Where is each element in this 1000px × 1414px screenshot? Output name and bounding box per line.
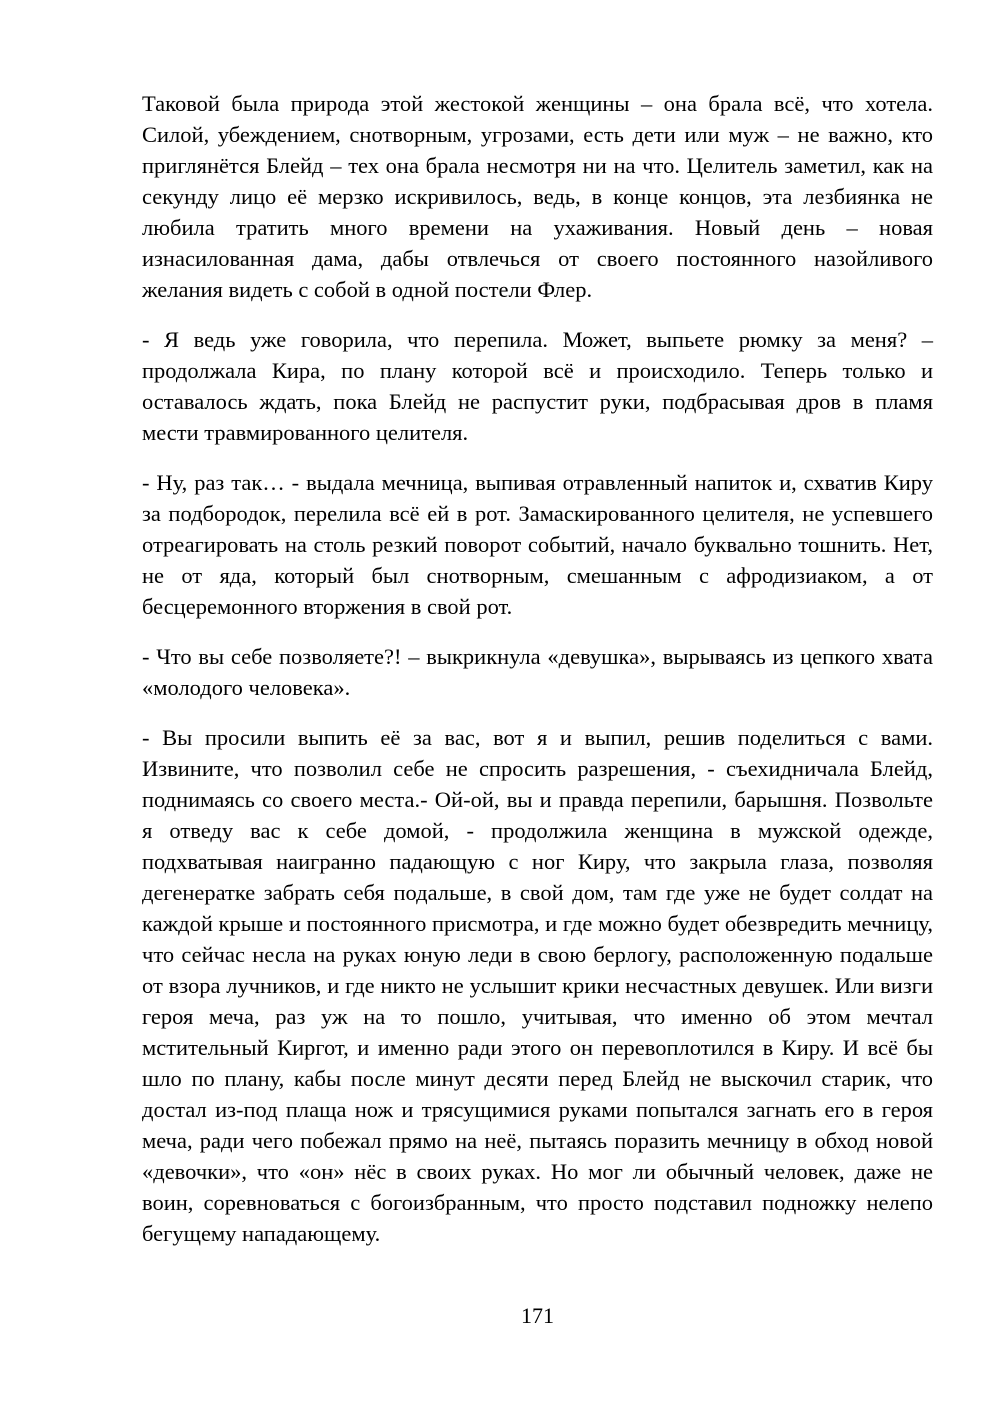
paragraph-4: - Что вы себе позволяете?! – выкрикнула «девушка», вырываясь из цепкого хвата «молодого человека». <box>142 644 933 700</box>
paragraph-2: - Я ведь уже говорила, что перепила. Может, выпьете рюмку за меня? – продолжала Кира, по плану которой всё и происходило. Теперь только и оставалось ждать, пока Блейд не распустит руки, подбрасывая дров в пламя мести травмированного целителя. <box>142 327 933 445</box>
text-block <box>142 88 933 1268</box>
paragraph-3: - Ну, раз так… - выдала мечница, выпивая отравленный напиток и, схватив Киру за подбородок, перелила всё ей в рот. Замаскированного целителя, не успевшего отреагировать на столь резкий поворот событий, начало буквально тошнить. Нет, не от яда, который был снотворным, смешанным с афродизиаком, а от бесцеремонного вторжения в свой рот. <box>142 470 933 619</box>
paragraph-5: - Вы просили выпить её за вас, вот я и выпил, решив поделиться с вами. Извините, что позволил себе не спросить разрешения, - съехидничала Блейд, поднимаясь со своего места.- Ой-ой, вы и правда перепили, барышня. Позвольте я отведу вас к себе домой, - продолжила женщина в мужской одежде, подхватывая наигранно падающую с ног Киру, что закрыла глаза, позволяя дегенератке забрать себя подальше, в свой дом, там где уже не будет солдат на каждой крыше и постоянного присмотра, и где можно будет обезвредить мечницу, что сейчас несла на руках юную леди в свою берлогу, расположенную подальше от взора лучников, и где никто не услышит крики несчастных девушек. Или визги героя меча, раз уж на то пошло, учитывая, что именно об этом мечтал мстительный Киргот, и именно ради этого он перевоплотился в Киру. И всё бы шло по плану, кабы после минут десяти перед Блейд не выскочил старик, что достал из-под плаща нож и трясущимися руками попытался загнать его в героя меча, ради чего побежал прямо на неё, пытаясь поразить мечницу в обход новой «девочки», что «он» нёс в своих руках. Но мог ли обычный человек, даже не воин, соревноваться с богоизбранным, что просто подставил подножку нелепо бегущему нападающему. <box>142 725 933 1246</box>
paragraph-1: Таковой была природа этой жестокой женщины – она брала всё, что хотела. Силой, убеждением, снотворным, угрозами, есть дети или муж – не важно, кто приглянётся Блейд – тех она брала несмотря ни на что. Целитель заметил, как на секунду лицо её мерзко искривилось, ведь, в конце концов, эта лезбиянка не любила тратить много времени на ухаживания. Новый день – новая изнасилованная дама, дабы отвлечься от своего постоянного назойливого желания видеть с собой в одной постели Флер. <box>142 91 933 302</box>
page-number: 171 <box>521 1303 554 1328</box>
